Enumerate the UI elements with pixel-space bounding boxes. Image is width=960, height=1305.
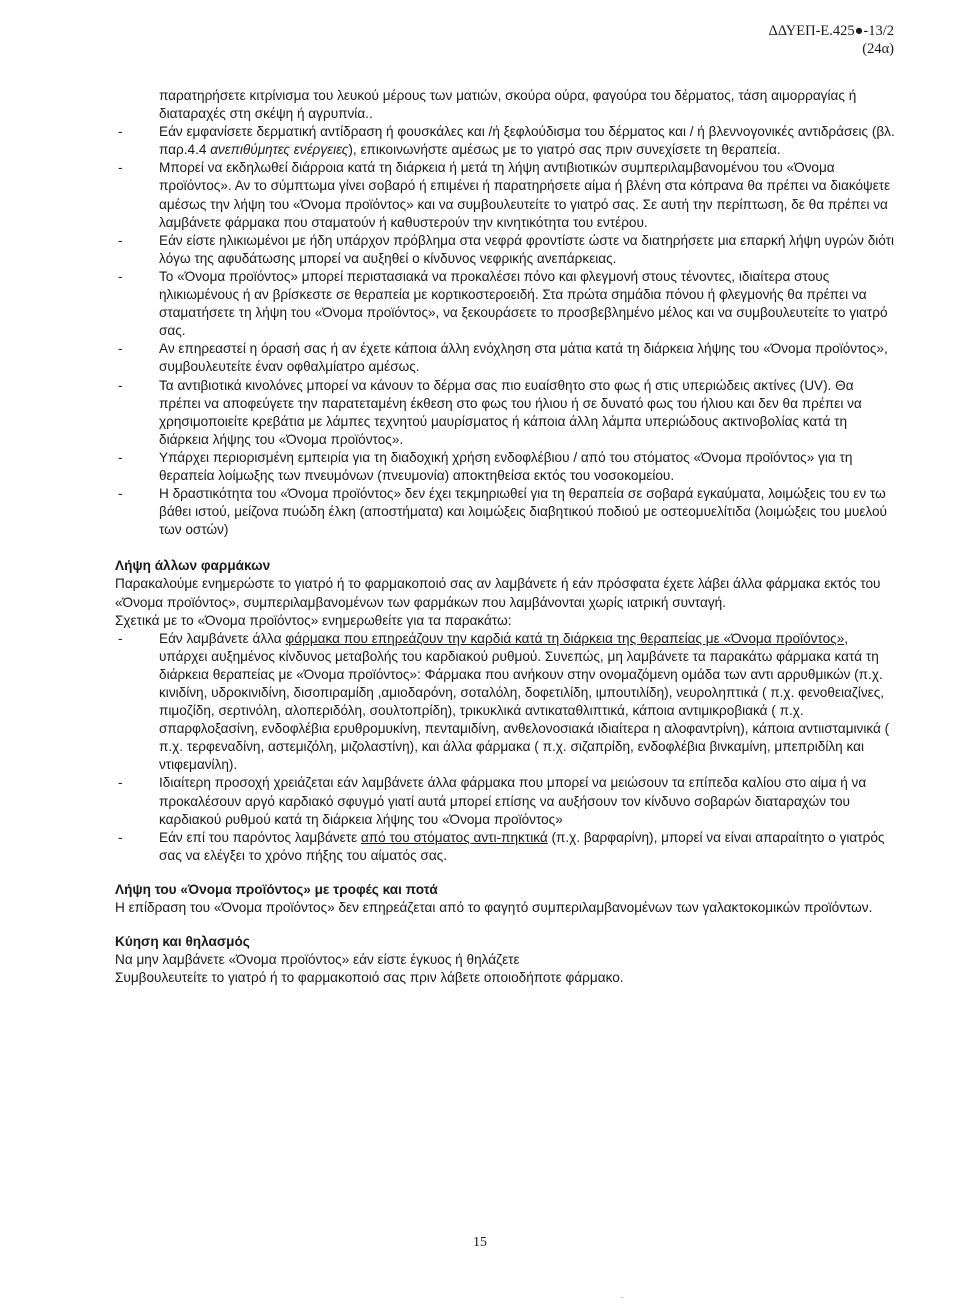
bullet-dash: - xyxy=(118,486,123,502)
list-item xyxy=(115,123,895,159)
bullet-dash: - xyxy=(118,341,123,357)
list-item-text: Αν επηρεαστεί η όρασή σας ή αν έχετε κάποια άλλη ενόχληση στα μάτια κατά τη διάρκεια λήψης του «Όνομα προϊόντος», συμβουλευτείτε έναν οφθαλμίατρο αμέσως. xyxy=(159,341,888,375)
list-item xyxy=(115,268,895,340)
list-item-text: Εάν λαμβάνετε άλλα xyxy=(159,630,286,646)
footer-mark: ¨ xyxy=(621,1296,624,1305)
bullet-dash: - xyxy=(118,829,123,845)
list-item-text: Υπάρχει περιορισμένη εμπειρία για τη διαδοχική χρήση ενδοφλέβιου / από του στόματος «Όνομα προϊόντος» για τη θεραπεία λοίμωξης των πνευμόνων (πνευμονία) αποκτηθείσα εκτός του νοσοκομείου. xyxy=(159,449,853,483)
list-item-text: Εάν επί του παρόντος λαμβάνετε xyxy=(159,829,361,845)
list-item xyxy=(115,774,895,828)
section-heading-other-medicines: Λήψη άλλων φαρμάκων xyxy=(115,558,271,574)
list-item-text: Τα αντιβιοτικά κινολόνες μπορεί να κάνουν το δέρμα σας πιο ευαίσθητο στο φως ή στις υπεριώδεις ακτίνες (UV). Θα πρέπει να αποφεύγετε την παρατεταμένη έκθεση στο φως του ήλιου ή σε δυνατό φως του ήλιου και δεν θα πρέπει να χρησιμοποιείτε κρεβάτια με λάμπες τεχνητού μαυρίσματος ή κάποια άλλη λάμπα υπεριώδους ακτινοβολίας κατά τη διάρκεια λήψης του «Όνομα προϊόντος». xyxy=(159,377,862,447)
bullet-dash: - xyxy=(118,232,123,248)
bullet-dash: - xyxy=(118,630,123,646)
list-item xyxy=(115,630,895,775)
bullet-dash: - xyxy=(118,449,123,465)
list-item-text: Το «Όνομα προϊόντος» μπορεί περιστασιακά να προκαλέσει πόνο και φλεγμονή στους τένοντες, ιδιαίτερα στους ηλικιωμένους ή αν βρίσκεστε σε θεραπεία με κορτικοστεροειδή. Στα πρώτα σημάδια πόνου ή φλεγμονής θα πρέπει να σταματήσετε τη λήψη του «Όνομα προϊόντος», να ξεκουράσετε το προσβεβλημένο μέλος και να συμβουλευτείτε το γιατρό σας. xyxy=(159,268,888,339)
page-number: 15 xyxy=(473,1235,487,1250)
list-item xyxy=(115,485,895,539)
paragraph: Παρακαλούμε ενημερώστε το γιατρό ή το φαρμακοποιό σας αν λαμβάνετε ή εάν πρόσφατα έχετε λάβει άλλα φάρμακα εκτός του «Όνομα προϊόντος», συμπεριλαμβανομένων των φαρμάκων που λαμβάνονται χωρίς ιατρική συνταγή. xyxy=(115,576,881,610)
paragraph: Η επίδραση του «Όνομα προϊόντος» δεν επηρεάζεται από το φαγητό συμπεριλαμβανομένων των γαλακτοκομικών προϊόντων. xyxy=(115,900,873,916)
list-item-underlined: από του στόματος αντι-πηκτικά xyxy=(360,829,548,845)
list-item-text: ), επικοινωνήστε αμέσως με το γιατρό σας πριν συνεχίσετε τη θεραπεία. xyxy=(348,142,781,158)
section-heading-pregnancy: Κύηση και θηλασμός xyxy=(115,934,250,950)
list-item-underlined: φάρμακα που επηρεάζουν την καρδιά κατά τη διάρκεια της θεραπείας με «Όνομα προϊόντος» xyxy=(285,630,845,646)
document-body xyxy=(115,87,895,987)
list-item-text: (π.χ. βαρφαρίνη), μπορεί να είναι απαραίτητο ο γιατρός σας να ελέγξει το χρόνο πήξης του αίματός σας. xyxy=(159,829,885,863)
bullet-dash: - xyxy=(118,268,123,284)
bullet-dash: - xyxy=(118,124,123,140)
list-item xyxy=(115,232,895,268)
reference-subcode: (24α) xyxy=(862,41,894,57)
list-item-text: Εάν είστε ηλικιωμένοι με ήδη υπάρχον πρόβλημα στα νεφρά φροντίστε ώστε να διατηρήσετε μια επαρκή λήψη υγρών διότι λόγω της αφυδάτωσης μπορεί να αυξηθεί ο κίνδυνος νεφρικής ανεπάρκειας. xyxy=(159,232,895,266)
list-item-text: Η δραστικότητα του «Όνομα προϊόντος» δεν έχει τεκμηριωθεί για τη θεραπεία σε σοβαρά εγκαύματα, λοιμώξεις του εν τω βάθει ιστού, μείζονα πυώδη έλκη (αποστήματα) και λοιμώξεις διαβητικού ποδιού με οστεομυελίτιδα (λοιμώξεις του μυελού των οστών) xyxy=(159,486,887,538)
list-item-text: Εάν εμφανίσετε δερματική αντίδραση ή φουσκάλες και /ή ξεφλούδισμα του δέρματος και / ή βλεννογονικές αντιδράσεις (βλ. παρ.4.4 xyxy=(159,124,895,158)
bullet-dash: - xyxy=(118,775,123,791)
list-item xyxy=(115,340,895,376)
list-item xyxy=(115,159,895,231)
list-item xyxy=(115,377,895,449)
section-heading-food-drink: Λήψη του «Όνομα προϊόντος» με τροφές και ποτά xyxy=(115,881,438,897)
paragraph: Να μην λαμβάνετε «Όνομα προϊόντος» εάν είστε έγκυος ή θηλάζετε xyxy=(115,952,520,968)
document-reference xyxy=(768,22,894,58)
list-item-text: , υπάρχει αυξημένος κίνδυνος μεταβολής του καρδιακού ρυθμού. Συνεπώς, μη λαμβάνετε τα παρακάτω φάρμακα κατά τη διάρκεια θεραπείας με «Όνομα προϊόντος»: Φάρμακα που ανήκουν στην ονομαζόμενη ομάδα των αντι αρρυθμικών (π.χ. κινιδίνη, υδροκινιδίνη, δισοπιραμίδη ,αμιοδαρόνη, σοταλόλη, δοφετιλίδη, ιμπουτιλίδη), νευροληπτικά ( π.χ. φενοθειαζίνες, πιμοζίδη, σερτινόλη, αλοπεριδόλη, σουλτοπρίδη), τρικυκλικά αντικαταθλιπτικά, κάποια αντιμικροβιακά ( π.χ. σπαρφλοξασίνη, ενδοφλέβια ερυθρομυκίνη, πενταμιδίνη, ανθελονοσιακά ιδιαίτερα η αλοφαντρίνη), κάποια αντιισταμινικά ( π.χ. τερφεναδίνη, αστεμιζόλη, μιζολαστίνη), και άλλα φάρμακα ( π.χ. σιζαπρίδη, ενδοφλέβια βινκαμίνη, μπεπριδίλη και ντιφεμανίλη). xyxy=(159,630,890,773)
paragraph: Σχετικά με το «Όνομα προϊόντος» ενημερωθείτε για τα παρακάτω: xyxy=(115,612,512,628)
list-item-text: Ιδιαίτερη προσοχή χρειάζεται εάν λαμβάνετε άλλα φάρμακα που μπορεί να μειώσουν τα επίπεδα καλίου στο αίμα ή να προκαλέσουν αργό καρδιακό σφυγμό γιατί αυτά μπορεί επίσης να αυξήσουν τον κίνδυνο σοβαρών διαταραχών του καρδιακού ρυθμού κατά τη διάρκεια λήψης του «Όνομα προϊόντος» xyxy=(159,775,867,827)
intro-continuation: παρατηρήσετε κιτρίνισμα του λευκού μέρους των ματιών, σκούρα ούρα, φαγούρα του δέρματος, τάση αιμορραγίας ή διαταραχές στη σκέψη ή αγρυπνία.. xyxy=(159,88,857,122)
reference-code: ΔΔΥΕΠ-Ε.425●-13/2 xyxy=(768,23,894,39)
list-item xyxy=(115,449,895,485)
list-item-text: Μπορεί να εκδηλωθεί διάρροια κατά τη διάρκεια ή μετά τη λήψη αντιβιοτικών συμπεριλαμβανομένου του «Όνομα προϊόντος». Αν το σύμπτωμα γίνει σοβαρό ή επιμένει ή παρατηρήσετε αίμα ή βλένη στα κόπρανα θα πρέπει να διακόψετε αμέσως την λήψη του «Όνομα προϊόντος» και να συμβουλευτείτε το γιατρό σας. Σε αυτή την περίπτωση, δε θα πρέπει να λαμβάνετε φάρμακα που σταματούν ή καθυστερούν την κινητικότητα του εντέρου. xyxy=(159,160,891,230)
paragraph: Συμβουλευτείτε το γιατρό ή το φαρμακοποιό σας πριν λάβετε οποιοδήποτε φάρμακο. xyxy=(115,970,624,986)
bullet-dash: - xyxy=(118,160,123,176)
bullet-dash: - xyxy=(118,377,123,393)
list-item xyxy=(115,829,895,865)
list-item-italic: ανεπιθύμητες ενέργειες xyxy=(210,142,349,158)
